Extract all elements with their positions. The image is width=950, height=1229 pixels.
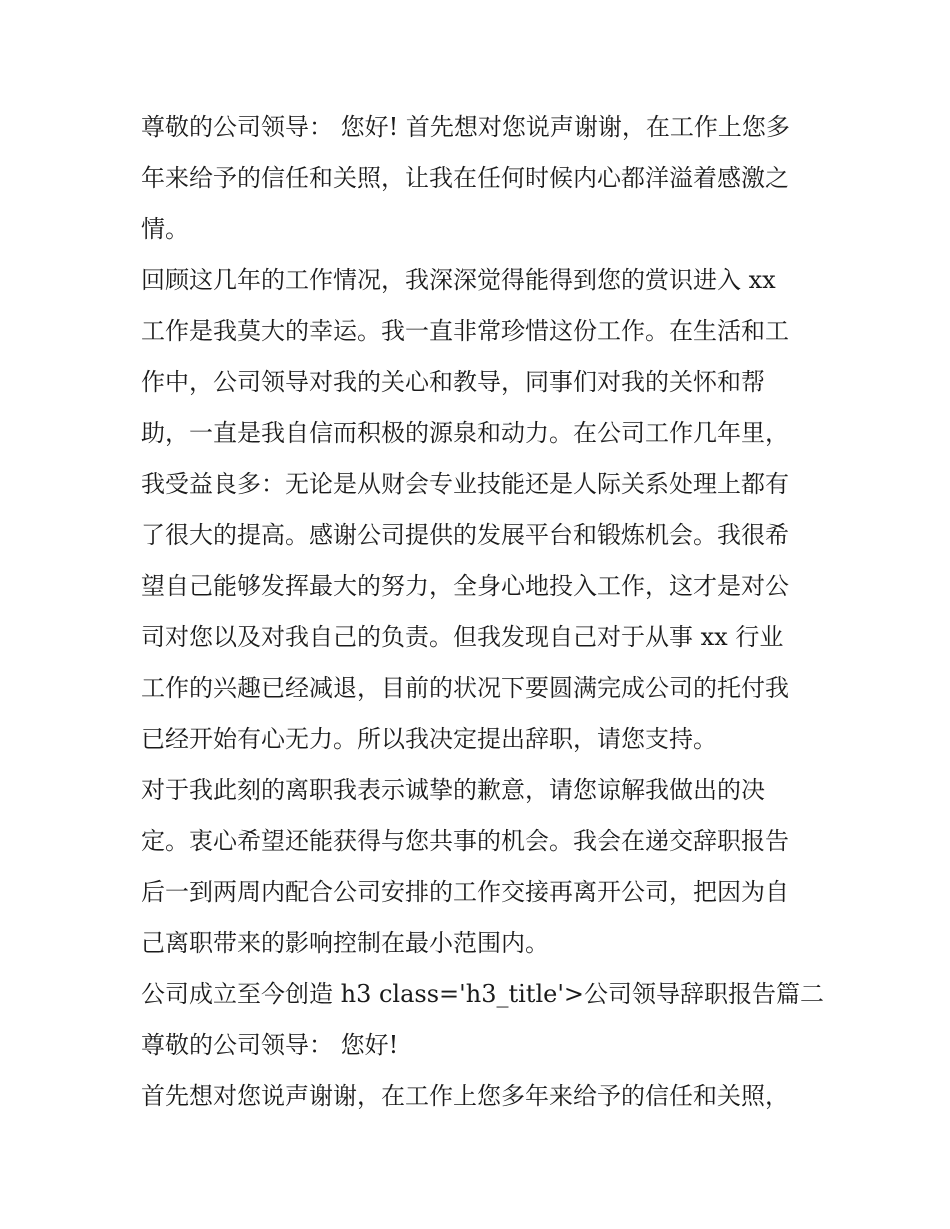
text-line: 了很大的提高。感谢公司提供的发展平台和锻炼机会。我很希 [141, 521, 789, 549]
text-line: 助，一直是我自信而积极的源泉和动力。在公司工作几年里， [141, 419, 789, 447]
text-line: 工作是我莫大的幸运。我一直非常珍惜这份工作。在生活和工 [141, 317, 789, 345]
text-line: 公司成立至今创造 h3 class='h3_title'>公司领导辞职报告篇二 [141, 980, 825, 1008]
text-line: 己离职带来的影响控制在最小范围内。 [141, 929, 549, 957]
text-line: 定。衷心希望还能获得与您共事的机会。我会在递交辞职报告 [141, 827, 789, 855]
text-line: 望自己能够发挥最大的努力，全身心地投入工作，这才是对公 [141, 572, 789, 600]
text-line: 回顾这几年的工作情况，我深深觉得能得到您的赏识进入 xx [141, 266, 776, 294]
text-line: 司对您以及对我自己的负责。但我发现自己对于从事 xx 行业 [141, 623, 784, 651]
text-line: 尊敬的公司领导： 您好! [141, 1031, 399, 1059]
text-line: 工作的兴趣已经减退，目前的状况下要圆满完成公司的托付我 [141, 674, 789, 702]
text-line: 作中，公司领导对我的关心和教导，同事们对我的关怀和帮 [141, 368, 765, 396]
document-body [141, 102, 825, 1122]
text-line: 年来给予的信任和关照，让我在任何时候内心都洋溢着感激之 [141, 164, 789, 192]
text-line: 已经开始有心无力。所以我决定提出辞职，请您支持。 [141, 725, 717, 753]
text-line: 情。 [141, 215, 189, 243]
text-line: 后一到两周内配合公司安排的工作交接再离开公司，把因为自 [141, 878, 789, 906]
text-line: 首先想对您说声谢谢，在工作上您多年来给予的信任和关照， [141, 1082, 789, 1110]
text-line: 尊敬的公司领导： 您好! 首先想对您说声谢谢，在工作上您多 [141, 113, 790, 141]
text-line: 我受益良多：无论是从财会专业技能还是人际关系处理上都有 [141, 470, 789, 498]
text-line: 对于我此刻的离职我表示诚挚的歉意，请您谅解我做出的决 [141, 776, 765, 804]
